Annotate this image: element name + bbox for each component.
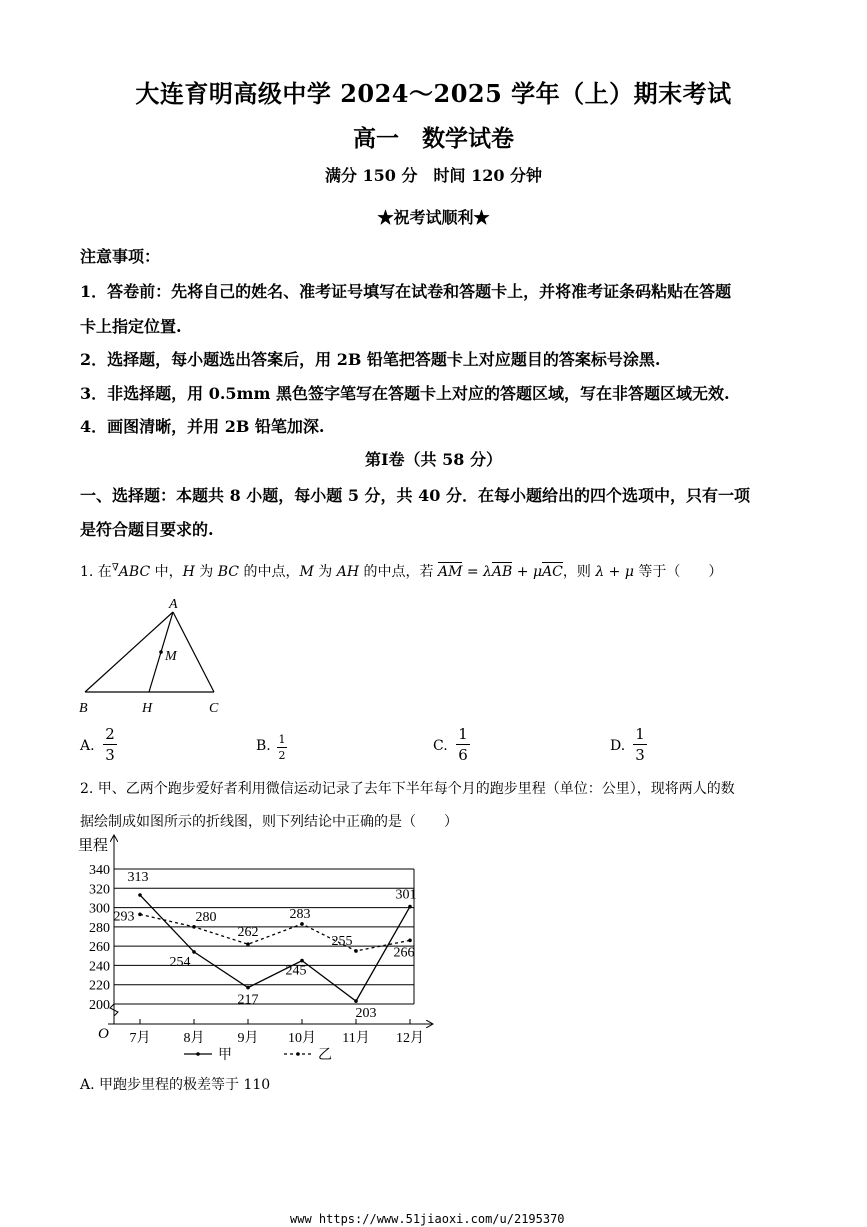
chart-grid <box>114 869 414 1004</box>
data-point <box>354 999 358 1003</box>
x-tick-label: 12月 <box>396 1031 424 1046</box>
data-point <box>246 986 250 990</box>
chart-legend <box>184 1047 332 1063</box>
y-tick-label: 280 <box>89 920 110 936</box>
option-a-fraction: 2 3 <box>103 725 117 764</box>
data-label: 280 <box>195 909 217 925</box>
option-d-label[interactable]: D. <box>610 738 626 754</box>
footer-url[interactable]: www https://www.51jiaoxi.com/u/2195370 <box>290 1212 565 1226</box>
exam-title: 大连育明高级中学 2024～2025 学年（上）期末考试 <box>135 79 732 108</box>
legend-label: 乙 <box>318 1048 332 1063</box>
line-chart <box>72 832 444 1070</box>
question-2-option-a[interactable]: A. 甲跑步里程的极差等于 110 <box>80 1077 271 1093</box>
note-line: 3．非选择题，用 0.5mm 黑色签字笔写在答题卡上对应的答题区域，写在非答题区域无效. <box>80 384 730 403</box>
note-line: 4．画图清晰，并用 2B 铅笔加深. <box>80 417 325 436</box>
note-line: 卡上指定位置. <box>80 317 182 336</box>
option-b-fraction: 1 2 <box>278 733 286 762</box>
exam-wish: ★祝考试顺利★ <box>377 208 490 227</box>
triangle-figure <box>74 592 234 717</box>
point-m <box>159 650 163 654</box>
data-label: 283 <box>289 906 311 922</box>
part-title: 第Ⅰ卷（共 58 分） <box>365 450 502 469</box>
label-m: M <box>165 649 177 664</box>
data-point <box>408 905 412 909</box>
segment-ac <box>173 612 214 692</box>
origin-label: O <box>98 1026 109 1042</box>
section-intro: 是符合题目要求的. <box>80 520 214 539</box>
data-point <box>246 942 250 946</box>
exam-meta: 满分 150 分 时间 120 分钟 <box>324 166 543 185</box>
x-tick-label: 11月 <box>342 1031 370 1046</box>
data-label: 262 <box>237 925 259 941</box>
data-label: 293 <box>113 909 135 925</box>
option-d-fraction: 1 3 <box>633 725 647 764</box>
note-line: 2．选择题，每小题选出答案后，用 2B 铅笔把答题卡上对应题目的答案标号涂黑. <box>80 350 661 369</box>
legend-marker <box>196 1052 200 1056</box>
x-tick-label: 10月 <box>288 1031 316 1046</box>
series-line-yi <box>140 914 410 951</box>
y-tick-label: 200 <box>89 998 110 1013</box>
data-point <box>192 950 196 954</box>
option-a-label[interactable]: A. <box>80 738 95 754</box>
data-label: 313 <box>127 870 149 886</box>
data-point <box>300 959 304 963</box>
notes-heading: 注意事项： <box>80 247 161 266</box>
x-tick-label: 7月 <box>129 1031 151 1046</box>
question-2-text: 据绘制成如图所示的折线图，则下列结论中正确的是（ ） <box>80 814 458 830</box>
y-tick-label: 220 <box>89 978 110 994</box>
data-point <box>138 893 142 897</box>
data-label: 203 <box>355 1006 377 1022</box>
data-label: 255 <box>331 933 353 949</box>
data-label: 301 <box>395 887 417 903</box>
exam-subtitle: 高一 数学试卷 <box>353 125 514 152</box>
data-point <box>354 949 358 953</box>
x-tick-label: 8月 <box>183 1031 205 1046</box>
y-tick-labels <box>89 863 110 1013</box>
y-tick-label: 320 <box>89 882 110 898</box>
data-point <box>138 913 142 917</box>
data-point <box>408 939 412 943</box>
label-a: A <box>169 597 178 612</box>
data-label: 217 <box>237 992 259 1008</box>
label-c: C <box>209 701 219 716</box>
y-axis-label: 里程 <box>78 838 109 854</box>
legend-label: 甲 <box>218 1048 232 1063</box>
y-tick-label: 260 <box>89 940 110 956</box>
data-label: 266 <box>393 945 415 961</box>
legend-marker <box>296 1052 300 1056</box>
data-point <box>300 922 304 926</box>
label-b: B <box>79 701 88 716</box>
x-tick-labels <box>130 1019 425 1046</box>
option-b-label[interactable]: B. <box>256 738 271 754</box>
data-label: 254 <box>169 954 191 970</box>
section-intro: 一、选择题：本题共 8 小题，每小题 5 分，共 40 分．在每小题给出的四个选项中，只有一项 <box>80 486 750 505</box>
question-1-text: 1. 在∇ABC 中，H 为 BC 的中点，M 为 AH 的中点，若 AM = λAB + μAC，则 λ + μ 等于（ ） <box>80 562 723 580</box>
y-tick-label: 340 <box>89 863 110 878</box>
label-h: H <box>142 701 153 716</box>
option-c-fraction: 1 6 <box>456 725 470 764</box>
question-2-text: 2. 甲、乙两个跑步爱好者利用微信运动记录了去年下半年每个月的跑步里程（单位：公里），现将两人的数 <box>80 781 735 797</box>
data-point <box>192 925 196 929</box>
note-line: 1．答卷前：先将自己的姓名、准考证号填写在试卷和答题卡上，并将准考证条码粘贴在答题 <box>80 282 732 301</box>
x-tick-label: 9月 <box>237 1031 259 1046</box>
y-tick-label: 240 <box>89 959 110 975</box>
chart-series <box>114 870 417 1021</box>
y-tick-label: 300 <box>89 901 110 917</box>
data-label: 245 <box>285 963 307 979</box>
option-c-label[interactable]: C. <box>433 738 448 754</box>
